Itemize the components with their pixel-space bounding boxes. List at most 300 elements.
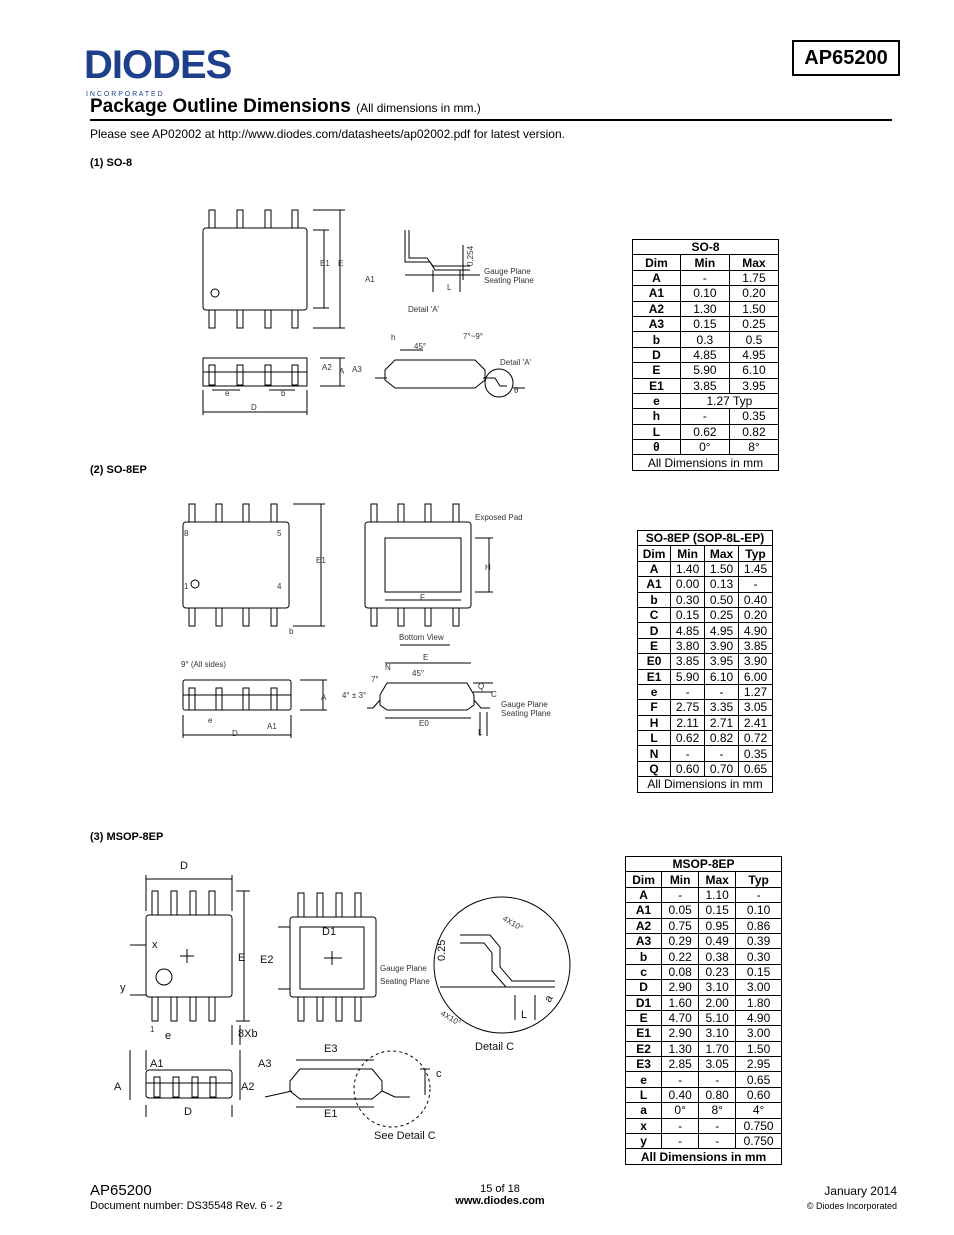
dim-value: 0.65 [738, 761, 772, 776]
table-row [626, 949, 782, 964]
table-row [633, 363, 779, 378]
so8-label-45: 45° [414, 342, 427, 351]
dim-name: e [633, 393, 681, 408]
dim-name: b [626, 949, 662, 964]
table-row [626, 1103, 782, 1118]
dim-name: Q [638, 761, 671, 776]
dim-value: 1.60 [662, 995, 699, 1010]
msop-label-8xb: 8Xb [238, 1028, 258, 1040]
table-title: SO-8EP (SOP-8L-EP) [638, 531, 773, 546]
dim-value: - [699, 1118, 736, 1133]
dim-value: 4.95 [705, 623, 739, 638]
footer-right [807, 1184, 897, 1211]
dim-name: c [626, 964, 662, 979]
dim-name: A1 [638, 577, 671, 592]
table-row [626, 1010, 782, 1025]
dim-name: A1 [626, 903, 662, 918]
section-msop8ep: (3) MSOP-8EP [90, 831, 164, 843]
dim-name: H [638, 715, 671, 730]
dim-value: 3.95 [729, 378, 778, 393]
table-row [626, 1118, 782, 1133]
so8ep-label-q: Q [478, 682, 485, 691]
table-title: MSOP-8EP [626, 857, 782, 872]
dim-value: 3.90 [705, 638, 739, 653]
table-title-row [638, 531, 773, 546]
dim-value: 4.85 [680, 347, 729, 362]
dim-value: 2.90 [662, 980, 699, 995]
so8ep-label-a: A [321, 693, 327, 702]
dim-value: 3.85 [738, 638, 772, 653]
footer-copyright: © Diodes Incorporated [806, 1201, 897, 1211]
table-row [638, 700, 773, 715]
diodes-logo [84, 42, 254, 102]
table-row [638, 654, 773, 669]
dim-value: 0.75 [662, 918, 699, 933]
so8ep-label-l: L [478, 728, 483, 737]
dim-value: 0.70 [705, 761, 739, 776]
dim-name: θ [633, 440, 681, 455]
dim-name: A [638, 561, 671, 576]
dim-value: 3.90 [738, 654, 772, 669]
dim-value: - [736, 887, 782, 902]
dim-name: N [638, 746, 671, 761]
so8-label-a2: A2 [322, 363, 332, 372]
msop-label-gauge: 0.25 [436, 939, 448, 961]
dim-value: 4.90 [736, 1010, 782, 1025]
table-footer: All Dimensions in mm [638, 777, 773, 792]
dim-value: 0.50 [705, 592, 739, 607]
dim-value: - [705, 684, 739, 699]
msop-label-a2: A2 [241, 1081, 255, 1093]
dim-name: C [638, 607, 671, 622]
dim-value: 0° [680, 440, 729, 455]
dim-value: 3.00 [736, 980, 782, 995]
dim-value: 0.5 [729, 332, 778, 347]
dim-value: 1.50 [729, 301, 778, 316]
so8ep-label-seating-plane: Seating Plane [501, 709, 551, 718]
dim-value: 0.35 [729, 409, 778, 424]
dim-name: L [633, 424, 681, 439]
dim-value: 3.85 [671, 654, 705, 669]
table-row [626, 964, 782, 979]
dim-value: 2.75 [671, 700, 705, 715]
table-title-row [633, 240, 779, 255]
dim-value: 1.80 [736, 995, 782, 1010]
table-header-row [626, 872, 782, 887]
dim-value: 5.90 [680, 363, 729, 378]
version-note: Please see AP02002 at http://www.diodes.com/datasheets/ap02002.pdf for latest version. [90, 127, 565, 141]
so8ep-label-e1: E1 [316, 556, 326, 565]
table-header: Max [705, 546, 739, 561]
dim-value: 0.08 [662, 964, 699, 979]
dim-name: b [638, 592, 671, 607]
dim-value: 0.750 [736, 1118, 782, 1133]
dim-name: b [633, 332, 681, 347]
dim-value: 0.40 [738, 592, 772, 607]
msop-label-gauge-plane: Gauge Plane [380, 964, 427, 973]
table-row [633, 270, 779, 285]
dim-name: F [638, 700, 671, 715]
so8ep-label-four-deg: 4° ± 3° [342, 691, 367, 700]
dim-name: E1 [626, 1026, 662, 1041]
dim-name: a [626, 1103, 662, 1118]
dim-value: 0.22 [662, 949, 699, 964]
dim-name: E3 [626, 1057, 662, 1072]
dim-value: 1.75 [729, 270, 778, 285]
table-row [638, 577, 773, 592]
footer-part: AP65200 [90, 1182, 152, 1199]
table-header-row [638, 546, 773, 561]
so8-label-gauge: 0.254 [466, 245, 475, 266]
table-row [638, 684, 773, 699]
dim-value: - [671, 684, 705, 699]
so8-label-l: L [447, 283, 452, 292]
table-title: SO-8 [633, 240, 779, 255]
dim-value: 0.15 [736, 964, 782, 979]
so8-label-a: A [339, 367, 345, 376]
dim-name: D [638, 623, 671, 638]
dim-value: 3.05 [738, 700, 772, 715]
logo-text: DIODES [84, 43, 232, 87]
dim-value: 0.62 [680, 424, 729, 439]
dim-value: 0.95 [699, 918, 736, 933]
msop-label-a3: A3 [258, 1058, 272, 1070]
dim-name: A [633, 270, 681, 285]
msop-label-d1: D1 [322, 926, 337, 938]
msop-label-4x10-bot: 4X10° [439, 1008, 463, 1028]
so8ep-label-a1: A1 [267, 722, 277, 731]
dim-value: 1.10 [699, 887, 736, 902]
dim-value: 1.27 Typ [680, 393, 778, 408]
dim-value: - [699, 1072, 736, 1087]
footer-date: January 2014 [824, 1184, 897, 1198]
dim-value: 6.00 [738, 669, 772, 684]
dim-name: E [638, 638, 671, 653]
dim-value: 0.00 [671, 577, 705, 592]
so8-label-a3: A3 [352, 365, 362, 374]
dim-value: 0° [662, 1103, 699, 1118]
section-so8ep: (2) SO-8EP [90, 464, 147, 476]
table-row [626, 1134, 782, 1149]
table-header: Max [699, 872, 736, 887]
dim-value: 0.15 [699, 903, 736, 918]
dim-value: 0.38 [699, 949, 736, 964]
dim-value: 1.30 [662, 1041, 699, 1056]
table-row [638, 669, 773, 684]
so8ep-label-pin8: 8 [184, 529, 189, 538]
table-footer: All Dimensions in mm [626, 1149, 782, 1164]
dim-value: 0.750 [736, 1134, 782, 1149]
so8ep-label-e: E [423, 653, 429, 662]
dim-value: 0.05 [662, 903, 699, 918]
msop-label-one: 1 [150, 1025, 155, 1034]
dim-name: E0 [638, 654, 671, 669]
table-row [626, 995, 782, 1010]
dim-name: h [633, 409, 681, 424]
part-number-box: AP65200 [792, 40, 900, 76]
msop-label-a: A [114, 1081, 122, 1093]
table-row [626, 1041, 782, 1056]
dim-value: - [680, 270, 729, 285]
so8-label-seating-plane: Seating Plane [484, 276, 534, 285]
dim-value: - [699, 1134, 736, 1149]
table-header: Dim [638, 546, 671, 561]
dim-name: D [626, 980, 662, 995]
dim-value: 0.25 [729, 316, 778, 331]
dim-name: A2 [626, 918, 662, 933]
dim-value: 2.71 [705, 715, 739, 730]
dim-value: 2.11 [671, 715, 705, 730]
dim-value: 5.10 [699, 1010, 736, 1025]
table-row [633, 332, 779, 347]
footer-page: 15 of 18 [480, 1183, 520, 1195]
dim-value: 0.80 [699, 1087, 736, 1102]
dim-name: E1 [633, 378, 681, 393]
so8-label-gauge-plane: Gauge Plane [484, 267, 531, 276]
table-footer: All Dimensions in mm [633, 455, 779, 470]
table-row [638, 731, 773, 746]
so8ep-dimension-table [637, 530, 773, 793]
dim-name: e [626, 1072, 662, 1087]
so8-label-h: h [391, 333, 396, 342]
table-row [638, 638, 773, 653]
dim-name: A3 [626, 933, 662, 948]
table-row [626, 1087, 782, 1102]
dim-value: 0.72 [738, 731, 772, 746]
dim-value: 0.40 [662, 1087, 699, 1102]
dim-value: 2.95 [736, 1057, 782, 1072]
dim-value: 3.10 [699, 1026, 736, 1041]
so8-label-b: b [281, 389, 286, 398]
dim-value: 4.85 [671, 623, 705, 638]
so8-label-detail-a2: Detail 'A' [500, 358, 532, 367]
footer-center [420, 1183, 580, 1207]
msop-label-x: x [152, 939, 158, 951]
so8ep-label-bottom-view: Bottom View [399, 633, 444, 642]
table-row [638, 761, 773, 776]
dim-name: L [638, 731, 671, 746]
dim-value: 0.35 [738, 746, 772, 761]
table-row [626, 918, 782, 933]
table-row [626, 1072, 782, 1087]
dim-value: 0.60 [736, 1087, 782, 1102]
dim-value: - [705, 746, 739, 761]
dim-value: 0.15 [671, 607, 705, 622]
msop-label-detail-c: Detail C [475, 1041, 515, 1053]
table-row [626, 903, 782, 918]
so8ep-label-h: H [485, 563, 491, 572]
table-header-row [633, 255, 779, 270]
dim-value: 0.82 [705, 731, 739, 746]
dim-value: 0.65 [736, 1072, 782, 1087]
dim-name: A3 [633, 316, 681, 331]
msop-label-c: c [436, 1068, 442, 1080]
dim-name: A1 [633, 286, 681, 301]
so8-label-detail-a: Detail 'A' [408, 305, 440, 314]
so8ep-label-seven: 7° [371, 675, 379, 684]
table-row [626, 887, 782, 902]
table-row [633, 316, 779, 331]
table-row [633, 424, 779, 439]
table-row [626, 980, 782, 995]
dim-value: 1.45 [738, 561, 772, 576]
table-row [638, 623, 773, 638]
so8-label-theta: θ [514, 386, 519, 395]
dim-name: E [633, 363, 681, 378]
so8ep-label-pin4: 4 [277, 582, 282, 591]
table-header: Dim [633, 255, 681, 270]
dim-value: 0.15 [680, 316, 729, 331]
dim-value: 0.86 [736, 918, 782, 933]
dim-value: 2.90 [662, 1026, 699, 1041]
table-header: Max [729, 255, 778, 270]
dim-value: 0.82 [729, 424, 778, 439]
msop-label-e1: E1 [324, 1108, 338, 1120]
dim-value: 0.60 [671, 761, 705, 776]
dim-value: 6.10 [729, 363, 778, 378]
dim-value: 0.39 [736, 933, 782, 948]
so8-label-e: E [338, 259, 344, 268]
msop-label-e2: E2 [260, 954, 274, 966]
dim-value: 0.49 [699, 933, 736, 948]
table-row [633, 409, 779, 424]
dim-value: 0.62 [671, 731, 705, 746]
so8-label-e-pitch: e [225, 389, 230, 398]
dim-value: 0.30 [736, 949, 782, 964]
so8ep-label-d: D [232, 729, 238, 738]
msop8ep-dimension-table [625, 856, 782, 1165]
dim-value: 2.00 [699, 995, 736, 1010]
msop8ep-drawing [110, 855, 585, 1150]
dim-value: 0.3 [680, 332, 729, 347]
table-header: Min [662, 872, 699, 887]
msop-label-y: y [120, 982, 126, 994]
dim-name: e [638, 684, 671, 699]
so8ep-label-e-pitch: e [208, 716, 213, 725]
dim-name: E2 [626, 1041, 662, 1056]
msop-label-seating-plane: Seating Plane [380, 977, 430, 986]
so8-label-7-9: 7°~9° [463, 332, 483, 341]
dim-name: A2 [633, 301, 681, 316]
so8ep-label-pin1: 1 [184, 582, 189, 591]
dim-value: 3.35 [705, 700, 739, 715]
so8ep-label-45: 45° [412, 669, 425, 678]
logo-subtext: I N C O R P O R A T E D [86, 91, 163, 98]
dim-value: 3.10 [699, 980, 736, 995]
table-row [638, 607, 773, 622]
table-header: Dim [626, 872, 662, 887]
section-so8: (1) SO-8 [90, 157, 133, 169]
table-footer-row [626, 1149, 782, 1164]
dim-value: 0.20 [738, 607, 772, 622]
so8-label-e1: E1 [320, 259, 330, 268]
so8ep-label-e0: E0 [419, 719, 429, 728]
table-row [626, 1026, 782, 1041]
msop-label-e-pitch: e [165, 1030, 172, 1042]
table-row [633, 286, 779, 301]
msop-label-e3: E3 [324, 1043, 338, 1055]
table-footer-row [633, 455, 779, 470]
msop-label-l: L [521, 1009, 528, 1021]
dim-value: 3.00 [736, 1026, 782, 1041]
dim-value: 0.20 [729, 286, 778, 301]
msop-label-e: E [238, 952, 246, 964]
so8-drawing [195, 200, 555, 425]
table-row [633, 440, 779, 455]
table-row [633, 301, 779, 316]
dim-name: E [626, 1010, 662, 1025]
table-row [633, 347, 779, 362]
dim-value: 3.85 [680, 378, 729, 393]
footer-doc-number: Document number: DS35548 Rev. 6 - 2 [90, 1200, 283, 1212]
so8ep-label-gauge-plane: Gauge Plane [501, 700, 548, 709]
dim-value: 3.80 [671, 638, 705, 653]
dim-name: x [626, 1118, 662, 1133]
dim-value: 1.27 [738, 684, 772, 699]
dim-value: 0.10 [680, 286, 729, 301]
dim-value: - [738, 577, 772, 592]
table-row [626, 933, 782, 948]
so8-label-d: D [251, 403, 257, 412]
dim-value: 0.30 [671, 592, 705, 607]
table-footer-row [638, 777, 773, 792]
msop-label-d-bottom: D [184, 1106, 192, 1118]
msop-label-a1: A1 [150, 1058, 164, 1070]
dim-value: 0.23 [699, 964, 736, 979]
table-header: Min [671, 546, 705, 561]
dim-name: y [626, 1134, 662, 1149]
dim-value: 0.29 [662, 933, 699, 948]
dim-value: 4.90 [738, 623, 772, 638]
table-row [626, 1057, 782, 1072]
page-title [90, 96, 481, 118]
so8-dimension-table [632, 239, 779, 471]
page-title-sub: (All dimensions in mm.) [356, 101, 481, 115]
table-row [638, 715, 773, 730]
so8ep-label-exposed-pad: Exposed Pad [475, 513, 523, 522]
dim-value: - [662, 1134, 699, 1149]
dim-value: 0.10 [736, 903, 782, 918]
so8ep-drawing [175, 500, 565, 745]
dim-value: 3.05 [699, 1057, 736, 1072]
so8ep-label-nine-deg: 9° (All sides) [181, 660, 226, 669]
msop-label-see-detail: See Detail C [374, 1130, 436, 1142]
footer-url[interactable]: www.diodes.com [455, 1195, 545, 1207]
table-row [633, 393, 779, 408]
dim-name: D [633, 347, 681, 362]
table-row [638, 592, 773, 607]
dim-value: - [662, 887, 699, 902]
table-row [638, 561, 773, 576]
so8ep-label-n: N [385, 663, 391, 672]
table-row [638, 746, 773, 761]
dim-name: D1 [626, 995, 662, 1010]
dim-value: 8° [699, 1103, 736, 1118]
so8ep-label-pin5: 5 [277, 529, 282, 538]
dim-value: 1.30 [680, 301, 729, 316]
dim-value: 2.41 [738, 715, 772, 730]
table-title-row [626, 857, 782, 872]
dim-value: 6.10 [705, 669, 739, 684]
dim-value: 4° [736, 1103, 782, 1118]
so8-label-a1: A1 [365, 275, 375, 284]
dim-value: - [662, 1072, 699, 1087]
dim-value: 5.90 [671, 669, 705, 684]
dim-value: 0.25 [705, 607, 739, 622]
dim-value: 8° [729, 440, 778, 455]
table-row [633, 378, 779, 393]
title-rule [90, 119, 892, 121]
